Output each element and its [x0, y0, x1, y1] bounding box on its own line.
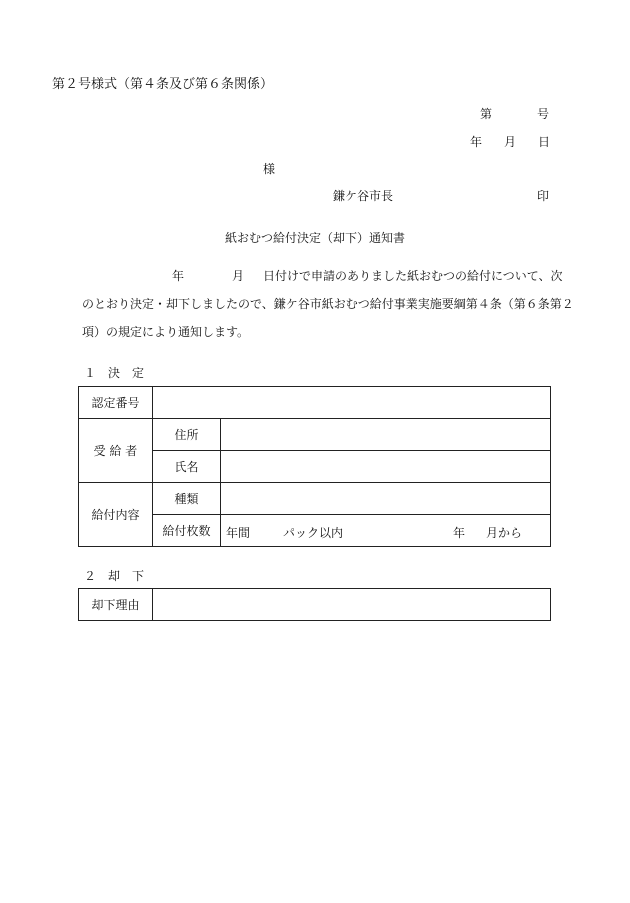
jukyusha-label: 受 給 者 — [79, 419, 153, 483]
body-year-label: 年 — [172, 269, 185, 283]
table-row — [79, 483, 551, 515]
nenkan-label: 年間 — [226, 526, 251, 540]
date-year-label: 年 — [470, 135, 483, 149]
jusho-field[interactable] — [221, 419, 551, 451]
body-line-1-text: 日付けで申請のありました紙おむつの給付について、次 — [263, 269, 563, 283]
document-number-prefix: 第 — [480, 107, 493, 121]
table-row — [79, 589, 551, 621]
rejection-table — [78, 588, 551, 621]
section-2-title: 却 下 — [108, 569, 145, 583]
nintei-bangou-field[interactable] — [153, 387, 551, 419]
section-1-title: 決 定 — [108, 366, 145, 380]
jusho-label: 住所 — [153, 419, 221, 451]
section-2-number: ２ — [84, 569, 97, 583]
date-month-label: 月 — [504, 135, 517, 149]
section-1-number: １ — [84, 366, 97, 380]
start-year-label: 年 — [453, 526, 466, 540]
body-line-2: のとおり決定・却下しましたので、鎌ケ谷市紙おむつ給付事業実施要綱第４条（第６条第２ — [82, 297, 574, 311]
document-title: 紙おむつ給付決定（却下）通知書 — [224, 231, 405, 245]
section-1-heading — [84, 367, 144, 379]
shimei-field[interactable] — [221, 451, 551, 483]
section-2-heading — [84, 570, 144, 582]
kyufu-maisu-label: 給付枚数 — [153, 515, 221, 547]
kyufu-naiyou-label: 給付内容 — [79, 483, 153, 547]
decision-table — [78, 386, 551, 547]
shimei-label: 氏名 — [153, 451, 221, 483]
kyakka-riyu-field[interactable] — [153, 589, 551, 621]
body-line-3: 項）の規定により通知します。 — [82, 325, 250, 339]
kyakka-riyu-label: 却下理由 — [79, 589, 153, 621]
table-row — [79, 419, 551, 451]
seal-mark: 印 — [537, 189, 550, 203]
body-month-label: 月 — [232, 269, 245, 283]
kyufu-maisu-field[interactable] — [221, 515, 551, 547]
document-number-suffix: 号 — [537, 107, 550, 121]
table-row — [79, 387, 551, 419]
issuer-name: 鎌ケ谷市長 — [333, 189, 394, 203]
recipient-honorific: 様 — [263, 162, 276, 176]
shurui-label: 種類 — [153, 483, 221, 515]
nintei-bangou-label: 認定番号 — [79, 387, 153, 419]
pack-label: パック以内 — [283, 526, 344, 540]
shurui-field[interactable] — [221, 483, 551, 515]
form-number-label: 第２号様式（第４条及び第６条関係） — [52, 77, 274, 92]
date-day-label: 日 — [538, 135, 551, 149]
start-month-label: 月から — [486, 526, 523, 540]
